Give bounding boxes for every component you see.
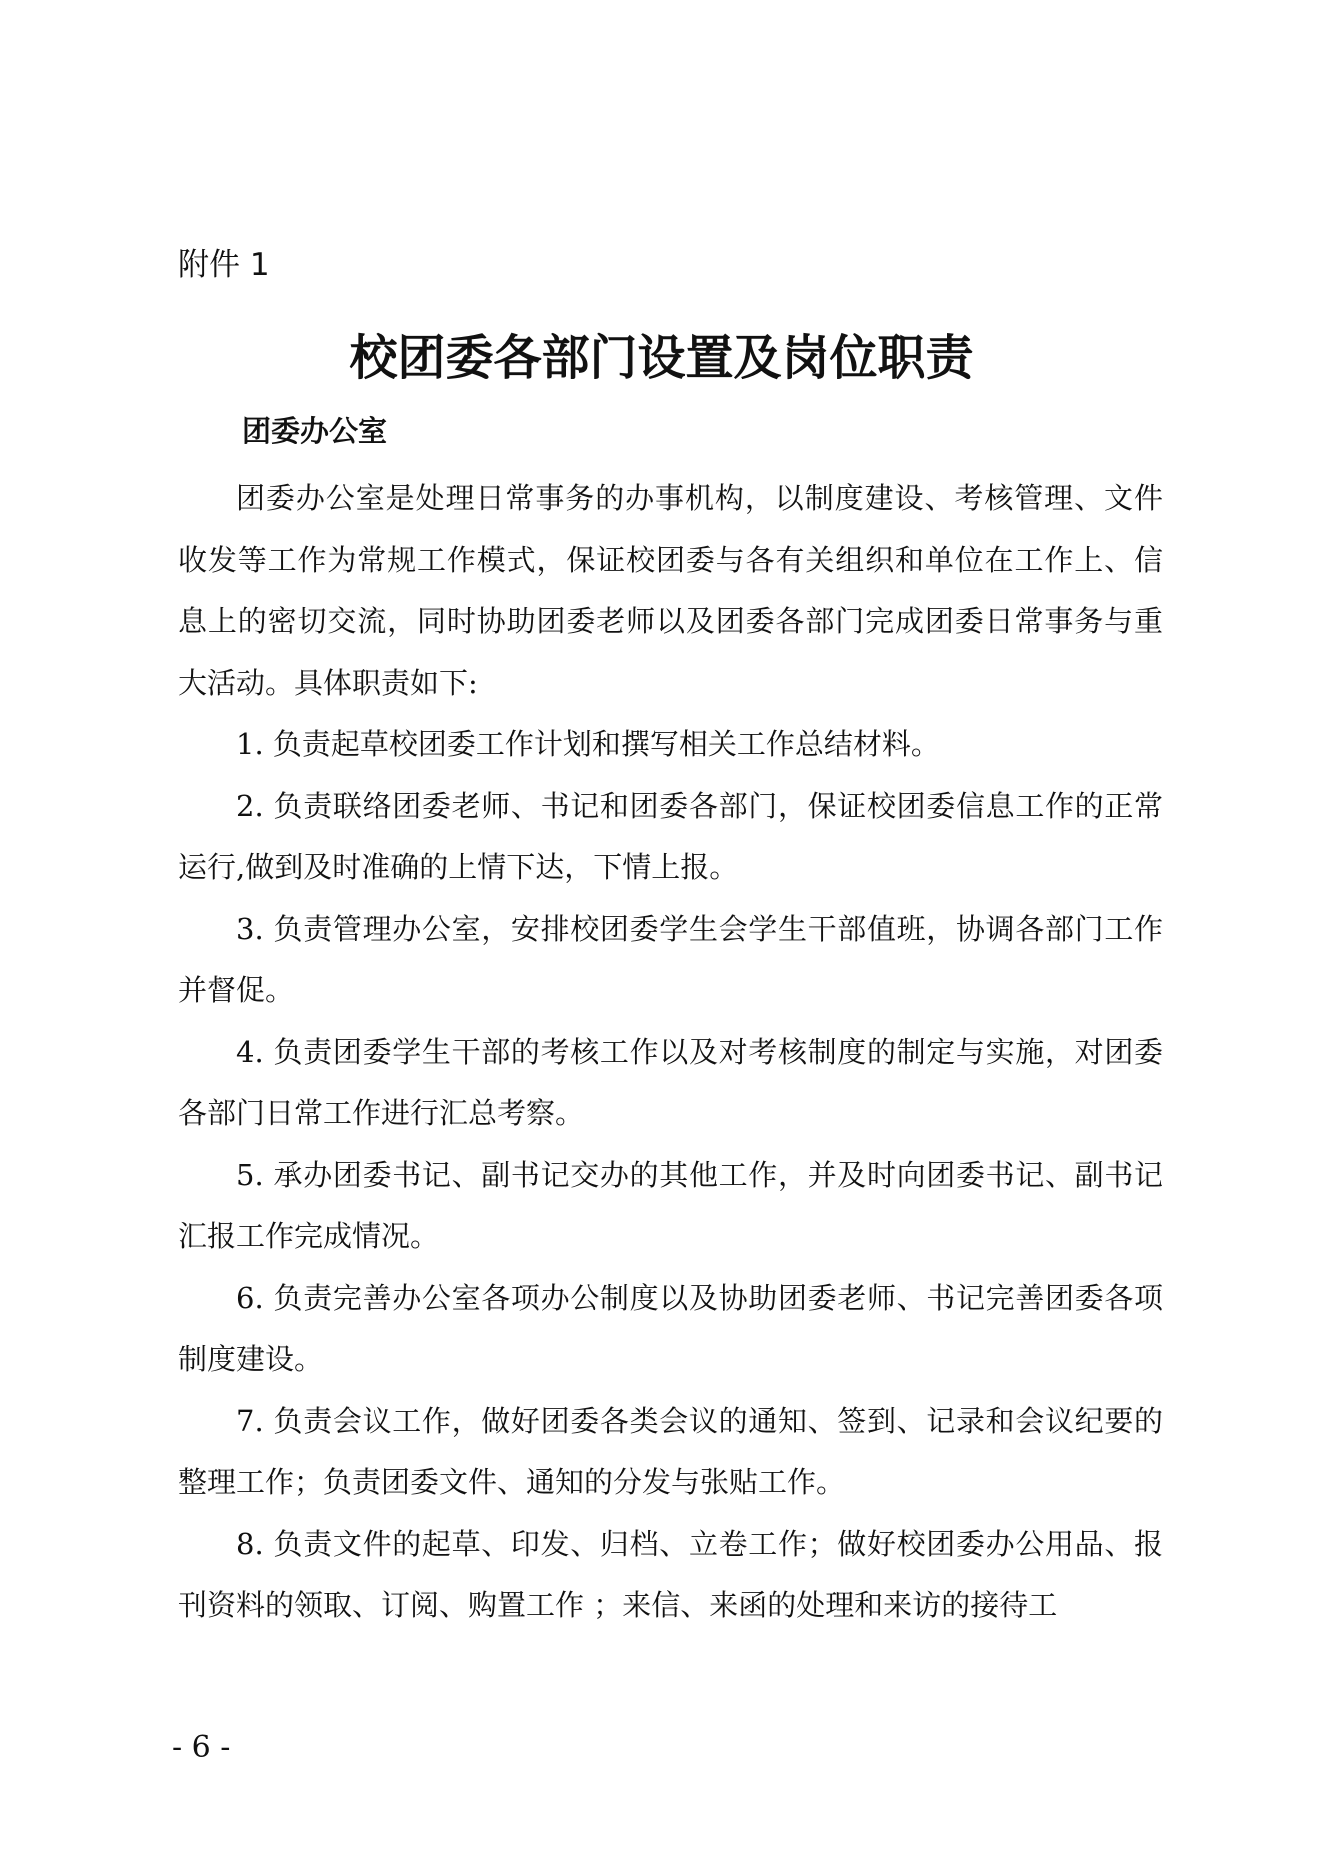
duty-item-2: 2. 负责联络团委老师、书记和团委各部门，保证校团委信息工作的正常运行,做到及时准确的上情下达，下情上报。 [178, 788, 1163, 884]
duty-item-1: 1. 负责起草校团委工作计划和撰写相关工作总结材料。 [236, 727, 940, 761]
duty-item-8: 8. 负责文件的起草、印发、归档、立卷工作；做好校团委办公用品、报刊资料的领取、订阅、购置工作 ；来信、来函的处理和来访的接待工 [178, 1526, 1163, 1622]
page-number: - 6 - [172, 1730, 231, 1765]
duty-item-7: 7. 负责会议工作，做好团委各类会议的通知、签到、记录和会议纪要的整理工作；负责团委文件、通知的分发与张贴工作。 [178, 1403, 1163, 1499]
duty-item-6: 6. 负责完善办公室各项办公制度以及协助团委老师、书记完善团委各项制度建设。 [178, 1280, 1163, 1376]
document-title: 校团委各部门设置及岗位职责 [349, 330, 974, 386]
document-body [178, 468, 1163, 1637]
intro-paragraph: 团委办公室是处理日常事务的办事机构，以制度建设、考核管理、文件收发等工作为常规工作模式，保证校团委与各有关组织和单位在工作上、信息上的密切交流，同时协助团委老师以及团委各部门完成团委日常事务与重大活动。具体职责如下: [178, 481, 1163, 700]
duty-item-3: 3. 负责管理办公室，安排校团委学生会学生干部值班，协调各部门工作并督促。 [178, 911, 1163, 1007]
section-heading: 团委办公室 [242, 414, 388, 448]
duty-item-4: 4. 负责团委学生干部的考核工作以及对考核制度的制定与实施，对团委各部门日常工作进行汇总考察。 [178, 1034, 1163, 1130]
attachment-label: 附件 1 [178, 247, 270, 283]
duty-item-5: 5. 承办团委书记、副书记交办的其他工作，并及时向团委书记、副书记汇报工作完成情况。 [178, 1157, 1163, 1253]
